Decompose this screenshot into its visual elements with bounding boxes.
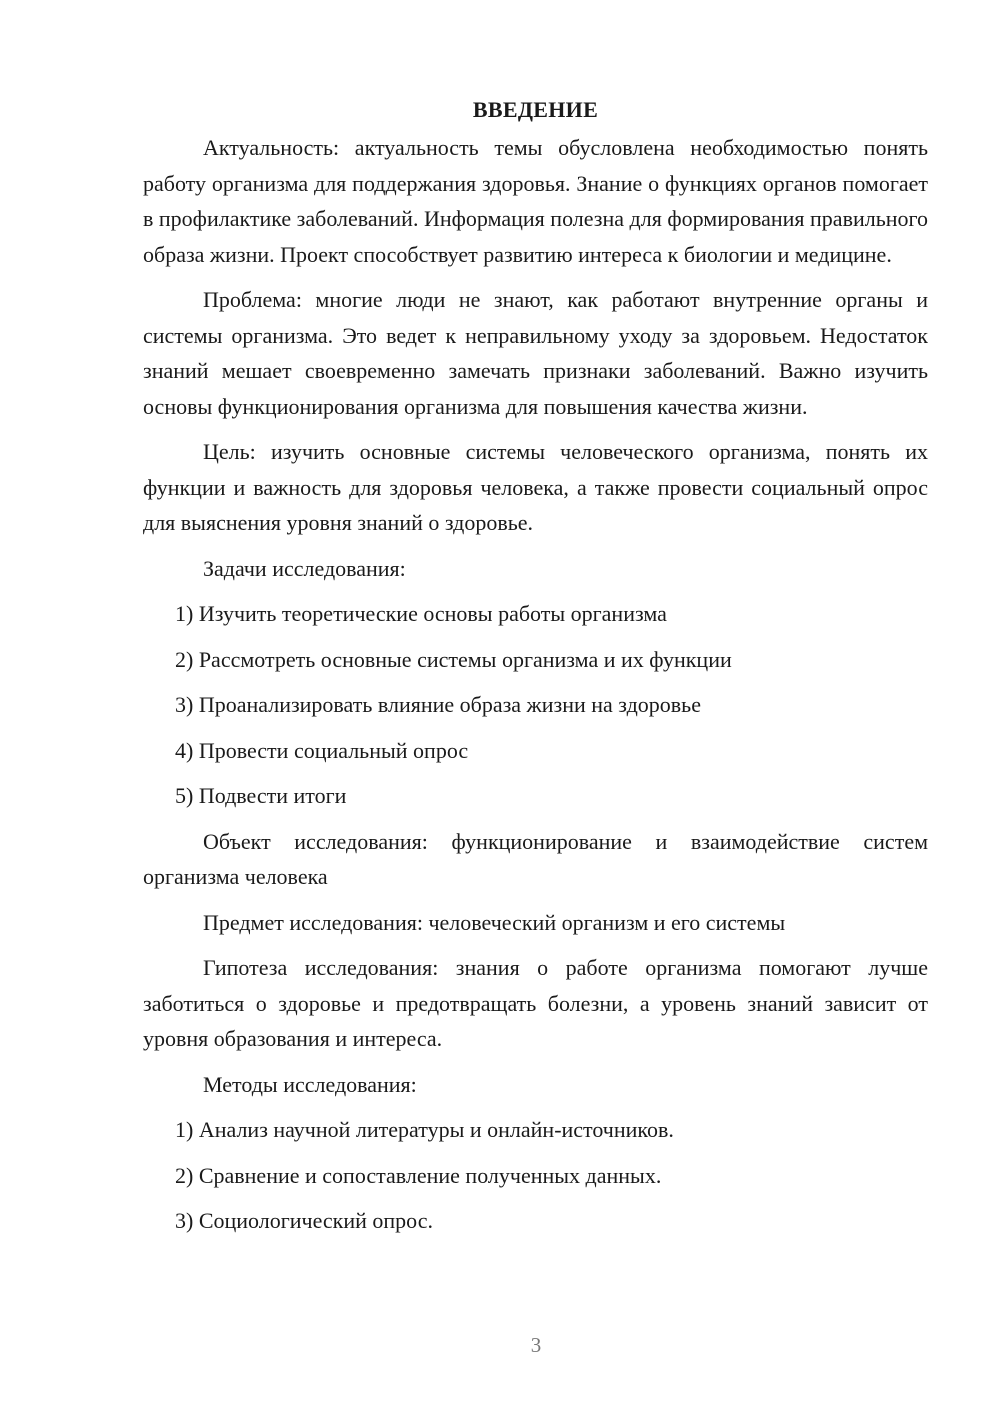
page-number: 3 xyxy=(530,1333,542,1357)
tasks-heading: Задачи исследования: xyxy=(203,555,406,581)
method-item-3: 3) Социологический опрос. xyxy=(175,1208,433,1233)
task-item-3: 3) Проанализировать влияние образа жизни на здоровье xyxy=(175,692,701,717)
method-item-2: 2) Сравнение и сопоставление полученных данных. xyxy=(175,1162,662,1188)
task-item-2: 2) Рассмотреть основные системы организма и их функции xyxy=(175,646,732,672)
page-title: ВВЕДЕНИЕ xyxy=(472,97,599,122)
method-item-1: 1) Анализ научной литературы и онлайн-источников. xyxy=(175,1117,674,1142)
subject-paragraph: Предмет исследования: человеческий организм и его системы xyxy=(203,909,786,935)
task-item-5: 5) Подвести итоги xyxy=(175,783,347,808)
methods-heading: Методы исследования: xyxy=(203,1071,417,1097)
task-item-1: 1) Изучить теоретические основы работы организма xyxy=(175,601,667,626)
task-item-4: 4) Провести социальный опрос xyxy=(175,737,469,763)
goal-paragraph: Цель: изучить основные системы человеческого организма, понять их функции и важность для здоровья человека, а также провести социальный опрос для выяснения уровня знаний о здоровье. xyxy=(143,439,928,535)
object-paragraph: Объект исследования: функционирование и взаимодействие систем организма человека xyxy=(143,828,928,889)
hypothesis-paragraph: Гипотеза исследования: знания о работе организма помогают лучше заботиться о здоровье и предотвращать болезни, а уровень знаний зависит от уровня образования и интереса. xyxy=(143,955,928,1051)
document-page xyxy=(143,92,928,1249)
relevance-paragraph: Актуальность: актуальность темы обусловлена необходимостью понять работу организма для поддержания здоровья. Знание о функциях органов помогает в профилактике заболеваний. Информация полезна для формирования правильного образа жизни. Проект способствует развитию интереса к биологии и медицине. xyxy=(143,135,928,267)
problem-paragraph: Проблема: многие люди не знают, как работают внутренние органы и системы организма. Это ведет к неправильному уходу за здоровьем. Недостаток знаний мешает своевременно замечать признаки заболеваний. Важно изучить основы функционирования организма для повышения качества жизни. xyxy=(143,287,928,419)
